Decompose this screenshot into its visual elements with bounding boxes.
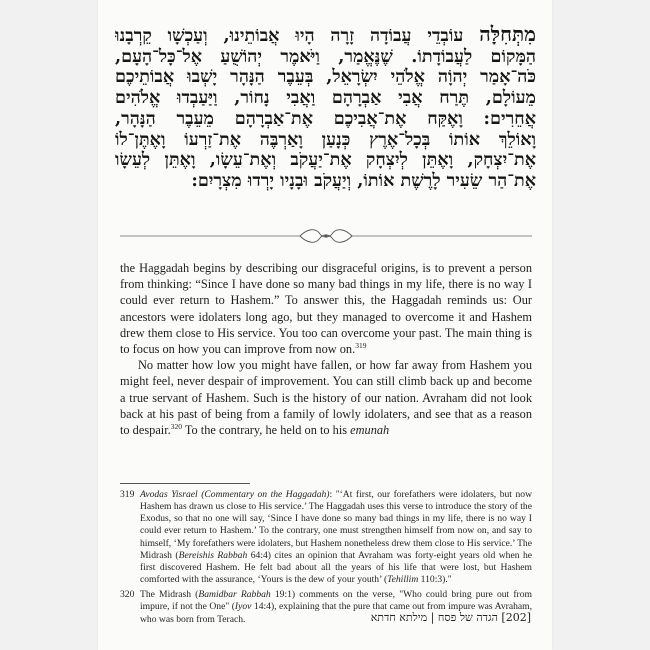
paragraph: the Haggadah begins by describing our disgraceful origins, is to prevent a person from thinking: “Since I have done so many bad things in my life, there is no way I could ever return to Hashem.” To answer this, the Haggadah reminds us: Our ancestors were idolaters long ago, but they managed to overcome it and Hashem drew them close to His service. You too can overcome your past. The main thing is to focus on how you can improve from now on.$^{319}$ [120, 261, 532, 357]
running-footer [371, 611, 531, 624]
footer-title: הגדה של פסח | מילתא חדתא [370, 611, 498, 624]
footnote-ref[interactable]: 320 [170, 421, 182, 431]
hebrew-line: מֵעוֹלָם, תֶּרַח אֲבִי אַבְרָהָם וַאֲבִי נָחוֹר, וַיַּעַבְדוּ אֱלֹהִים [115, 88, 536, 109]
footnote-number: 320 [120, 589, 135, 601]
footnote-320: 320 The Midrash (Bamidbar Rabbah 19:1) comments on the verse, "Who could bring pure out from impure, if not the One" (Iyov 14:4), explaining that the pure that came out from impure was Avraham, who was born from Terach. [120, 589, 532, 625]
hebrew-line: וָאוֹלֵךְ אוֹתוֹ בְּכָל־אֶרֶץ כְּנָעַן וָאַרְבֶּה אֶת־זַרְעוֹ וָאֶתֶּן־לוֹ [115, 129, 536, 150]
hebrew-line: כֹּה־אָמַר יְהוָֹה אֱלֹהֵי יִשְׂרָאֵל, בְּעֵבֶר הַנָּהָר יָשְׁבוּ אֲבוֹתֵיכֶם [115, 67, 536, 88]
footnotes [120, 489, 532, 629]
hebrew-line: אֶת־הַר שֵׂעִיר לָרֶשֶׁת אוֹתוֹ, וְיַעֲקֹב וּבָנָיו יָרְדוּ מִצְרָיִם: [191, 170, 536, 191]
page-number: [202] [501, 611, 531, 624]
ornamental-divider [120, 226, 532, 246]
hebrew-line: הַמָּקוֹם לַעֲבוֹדָתוֹ. שֶׁנֶּאֱמַר, וַיֹּאמֶר יְהוֹשֻׁעַ אֶל־כָּל־הָעָם, [115, 46, 536, 67]
footnote-ref[interactable]: 319 [355, 340, 367, 350]
footnote-319: 319 Avodas Yisrael (Commentary on the Haggadah): "‘At first, our forefathers were idolaters, but now Hashem has drawn us close to His service.’ The Haggadah uses this verse to introduce the story of the Exodus, so that no one will say, ‘Since I have done so many bad things in my life, there is no way I could ever return to Hashem.’ To the contrary, one must strengthen himself from now on, and say to himself, ‘My forefathers were idolaters, but Hashem nonetheless drew them close to His service.’ The Midrash (Bereishis Rabbah 64:4) cites an opinion that Avraham was forty-eight years old when he first discovered Hashem. He felt bad about all the years of his life that were lost, but Hashem comforted with the assurance, ‘Yours is the dew of your youth’ (Tehillim 110:3)." [120, 489, 533, 586]
opening-word: מִתְּחִלָּה [479, 24, 536, 46]
main-text [120, 260, 532, 438]
hebrew-line: אֶת־יִצְחָק, וָאֶתֵּן לְיִצְחָק אֶת־יַעֲקֹב וְאֶת־עֵשָׂו, וָאֶתֵּן לְעֵשָׂו [115, 150, 536, 171]
footnote-number: 319 [120, 489, 135, 500]
hebrew-line: אֲחֵרִים: וָאֶקַּח אֶת־אֲבִיכֶם אֶת־אַבְרָהָם מֵעֵבֶר הַנָּהָר, [115, 108, 536, 129]
hebrew-passage [115, 24, 536, 192]
paragraph: No matter how low you might have fallen, or how far away from Hashem you might feel, never despair of improvement. You can still climb back up and become a true servant of Hashem. Such is the history of our nation. Avraham did not look back at his past of being from a family of lowly idolaters, and see that as a reason to despair.$^{320}$ To the contrary, he held on to his emunah [120, 358, 532, 438]
hebrew-line: מִתְּחִלָּה עוֹבְדֵי עֲבוֹדָה זָרָה הָיוּ אֲבוֹתֵינוּ, וְעַכְשָׁו קֵרְבָנוּ [115, 24, 536, 46]
footnote-rule [120, 483, 250, 484]
